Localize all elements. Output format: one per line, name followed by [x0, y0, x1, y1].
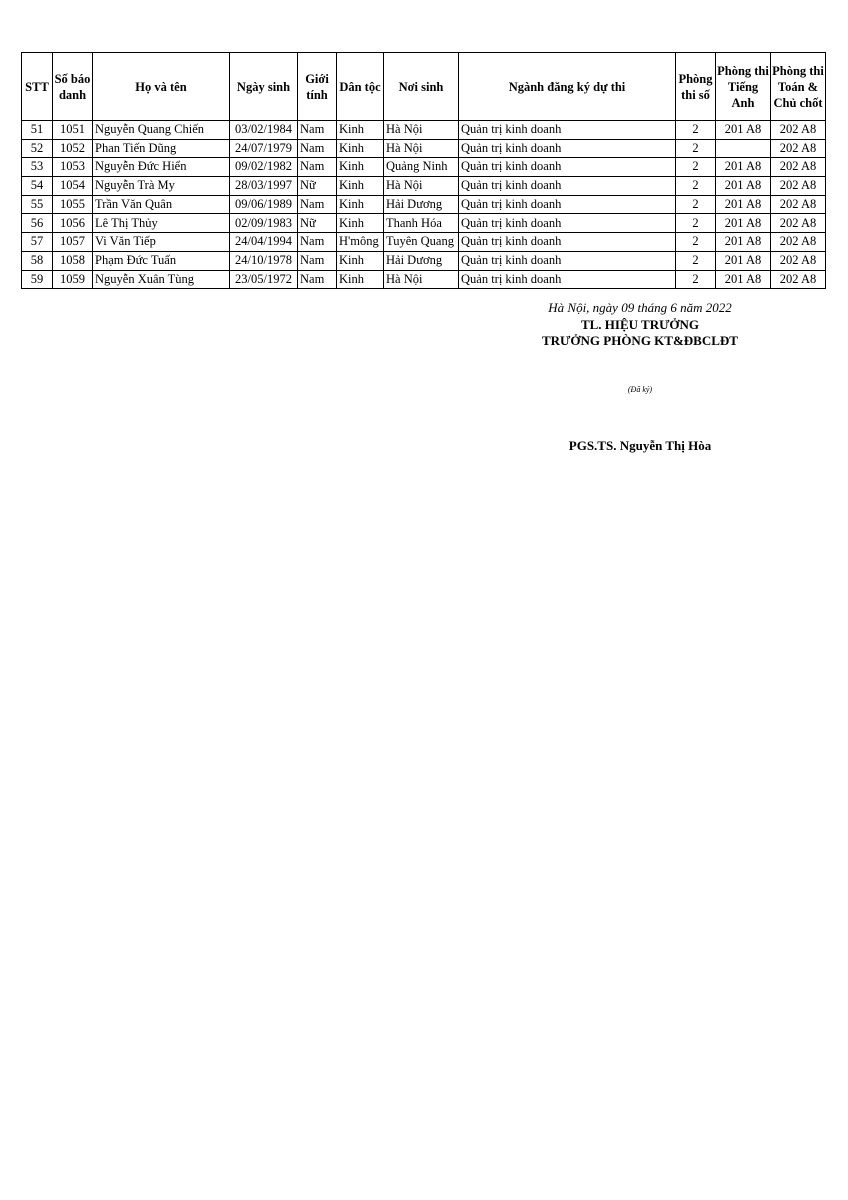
stt-cell: 53: [22, 158, 53, 177]
major-cell: Quản trị kinh doanh: [459, 214, 676, 233]
gender-cell: Nam: [298, 139, 337, 158]
dob-cell: 03/02/1984: [230, 121, 298, 140]
room-cell: 2: [676, 177, 716, 196]
room-math-cell: 202 A8: [771, 177, 826, 196]
header-room-english: Phòng thi Tiếng Anh: [716, 53, 771, 121]
room-cell: 2: [676, 214, 716, 233]
birthplace-cell: Tuyên Quang: [384, 233, 459, 252]
major-cell: Quản trị kinh doanh: [459, 177, 676, 196]
gender-cell: Nam: [298, 195, 337, 214]
room-english-cell: 201 A8: [716, 121, 771, 140]
room-english-cell: 201 A8: [716, 195, 771, 214]
stt-cell: 55: [22, 195, 53, 214]
table-header-row: [22, 53, 826, 121]
major-cell: Quản trị kinh doanh: [459, 233, 676, 252]
room-english-cell: [716, 139, 771, 158]
ethnic-cell: Kinh: [337, 270, 384, 289]
signer-name: PGS.TS. Nguyễn Thị Hòa: [568, 438, 712, 453]
header-dob: Ngày sinh: [230, 53, 298, 121]
sbd-cell: 1059: [53, 270, 93, 289]
gender-cell: Nam: [298, 121, 337, 140]
gender-cell: Nữ: [298, 214, 337, 233]
birthplace-cell: Hải Dương: [384, 195, 459, 214]
table-row: [22, 158, 826, 177]
major-cell: Quản trị kinh doanh: [459, 121, 676, 140]
sbd-cell: 1055: [53, 195, 93, 214]
header-sbd: Số báo danh: [53, 53, 93, 121]
room-english-cell: 201 A8: [716, 251, 771, 270]
birthplace-cell: Thanh Hóa: [384, 214, 459, 233]
stt-cell: 56: [22, 214, 53, 233]
signature-title-2: TRƯỞNG PHÒNG KT&ĐBCLĐT: [542, 333, 738, 348]
room-cell: 2: [676, 251, 716, 270]
room-math-cell: 202 A8: [771, 270, 826, 289]
room-math-cell: 202 A8: [771, 139, 826, 158]
header-birthplace: Nơi sinh: [384, 53, 459, 121]
room-math-cell: 202 A8: [771, 158, 826, 177]
room-cell: 2: [676, 121, 716, 140]
dob-cell: 28/03/1997: [230, 177, 298, 196]
header-stt: STT: [22, 53, 53, 121]
stt-cell: 58: [22, 251, 53, 270]
ethnic-cell: Kinh: [337, 214, 384, 233]
stt-cell: 52: [22, 139, 53, 158]
room-cell: 2: [676, 139, 716, 158]
birthplace-cell: Hà Nội: [384, 270, 459, 289]
stt-cell: 54: [22, 177, 53, 196]
birthplace-cell: Hà Nội: [384, 139, 459, 158]
room-cell: 2: [676, 158, 716, 177]
room-math-cell: 202 A8: [771, 251, 826, 270]
room-english-cell: 201 A8: [716, 270, 771, 289]
table-row: [22, 214, 826, 233]
room-math-cell: 202 A8: [771, 121, 826, 140]
room-cell: 2: [676, 270, 716, 289]
ethnic-cell: Kinh: [337, 158, 384, 177]
room-english-cell: 201 A8: [716, 158, 771, 177]
major-cell: Quản trị kinh doanh: [459, 158, 676, 177]
gender-cell: Nữ: [298, 177, 337, 196]
major-cell: Quản trị kinh doanh: [459, 251, 676, 270]
major-cell: Quản trị kinh doanh: [459, 195, 676, 214]
table-row: [22, 195, 826, 214]
table-row: [22, 251, 826, 270]
name-cell: Nguyễn Đức Hiển: [93, 158, 230, 177]
dob-cell: 24/10/1978: [230, 251, 298, 270]
table-row: [22, 177, 826, 196]
sbd-cell: 1052: [53, 139, 93, 158]
gender-cell: Nam: [298, 251, 337, 270]
dob-cell: 24/04/1994: [230, 233, 298, 252]
dob-cell: 02/09/1983: [230, 214, 298, 233]
sbd-cell: 1053: [53, 158, 93, 177]
birthplace-cell: Quảng Ninh: [384, 158, 459, 177]
room-english-cell: 201 A8: [716, 177, 771, 196]
gender-cell: Nam: [298, 270, 337, 289]
major-cell: Quản trị kinh doanh: [459, 139, 676, 158]
table-row: [22, 139, 826, 158]
dob-cell: 23/05/1972: [230, 270, 298, 289]
candidate-table: [21, 52, 826, 289]
ethnic-cell: Kinh: [337, 251, 384, 270]
sbd-cell: 1056: [53, 214, 93, 233]
dob-cell: 24/07/1979: [230, 139, 298, 158]
gender-cell: Nam: [298, 233, 337, 252]
header-room: Phòng thi số: [676, 53, 716, 121]
table-row: [22, 270, 826, 289]
ethnic-cell: Kinh: [337, 195, 384, 214]
ethnic-cell: Kinh: [337, 139, 384, 158]
birthplace-cell: Hải Dương: [384, 251, 459, 270]
stt-cell: 57: [22, 233, 53, 252]
gender-cell: Nam: [298, 158, 337, 177]
name-cell: Nguyễn Xuân Tùng: [93, 270, 230, 289]
header-room-math: Phòng thi Toán & Chủ chốt: [771, 53, 826, 121]
ethnic-cell: Kinh: [337, 177, 384, 196]
header-major: Ngành đăng ký dự thi: [459, 53, 676, 121]
sbd-cell: 1051: [53, 121, 93, 140]
header-name: Họ và tên: [93, 53, 230, 121]
ethnic-cell: H'mông: [337, 233, 384, 252]
room-cell: 2: [676, 195, 716, 214]
table-row: [22, 233, 826, 252]
birthplace-cell: Hà Nội: [384, 121, 459, 140]
signature-date: Hà Nội, ngày 09 tháng 6 năm 2022: [548, 300, 732, 315]
ethnic-cell: Kinh: [337, 121, 384, 140]
name-cell: Vi Văn Tiếp: [93, 233, 230, 252]
name-cell: Lê Thị Thủy: [93, 214, 230, 233]
signed-note: (Đã ký): [627, 385, 653, 394]
major-cell: Quản trị kinh doanh: [459, 270, 676, 289]
room-math-cell: 202 A8: [771, 233, 826, 252]
name-cell: Nguyễn Trà My: [93, 177, 230, 196]
room-cell: 2: [676, 233, 716, 252]
sbd-cell: 1054: [53, 177, 93, 196]
name-cell: Nguyễn Quang Chiến: [93, 121, 230, 140]
table-row: [22, 121, 826, 140]
dob-cell: 09/02/1982: [230, 158, 298, 177]
room-english-cell: 201 A8: [716, 233, 771, 252]
room-math-cell: 202 A8: [771, 195, 826, 214]
stt-cell: 51: [22, 121, 53, 140]
dob-cell: 09/06/1989: [230, 195, 298, 214]
room-english-cell: 201 A8: [716, 214, 771, 233]
name-cell: Phạm Đức Tuấn: [93, 251, 230, 270]
header-gender: Giới tính: [298, 53, 337, 121]
name-cell: Phan Tiến Dũng: [93, 139, 230, 158]
room-math-cell: 202 A8: [771, 214, 826, 233]
name-cell: Trần Văn Quân: [93, 195, 230, 214]
header-ethnic: Dân tộc: [337, 53, 384, 121]
signature-title-1: TL. HIỆU TRƯỞNG: [580, 317, 700, 332]
sbd-cell: 1058: [53, 251, 93, 270]
sbd-cell: 1057: [53, 233, 93, 252]
stt-cell: 59: [22, 270, 53, 289]
table-body: [22, 121, 826, 289]
birthplace-cell: Hà Nội: [384, 177, 459, 196]
